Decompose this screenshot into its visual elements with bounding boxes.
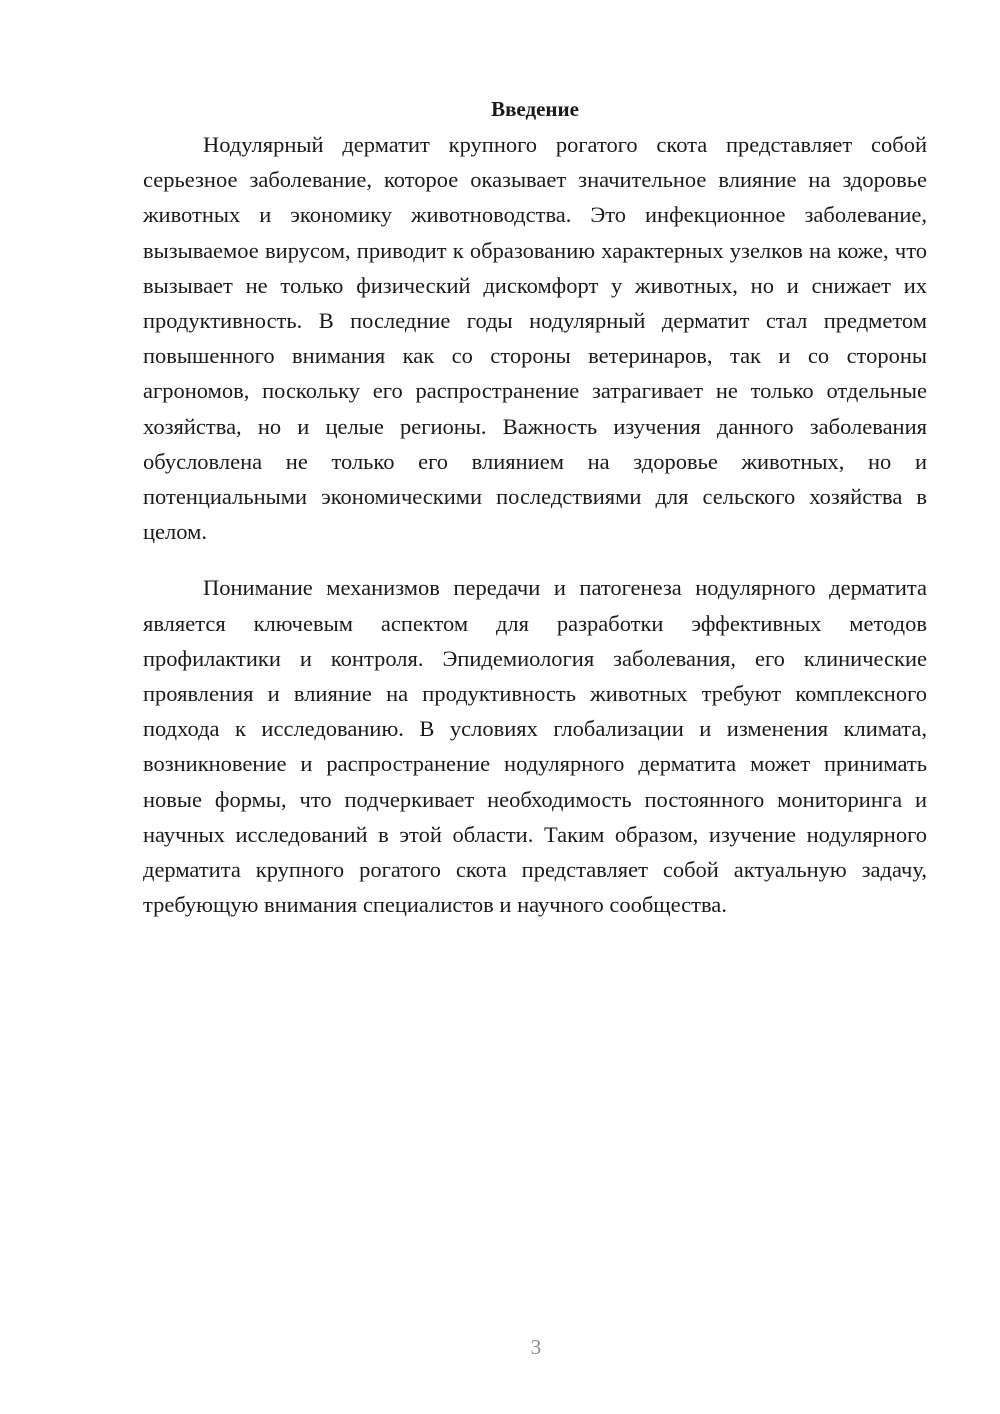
section-heading: Введение xyxy=(491,97,579,121)
paragraph-2: Понимание механизмов передачи и патогенеза нодулярного дерматита является ключевым аспектом для разработки эффективных методов профилактики и контроля. Эпидемиология заболевания, его клинические проявления и влияние на продуктивность животных требуют комплексного подхода к исследованию. В условиях глобализации и изменения климата, возникновение и распространение нодулярного дерматита может принимать новые формы, что подчеркивает необходимость постоянного мониторинга и научных исследований в этой области. Таким образом, изучение нодулярного дерматита крупного рогатого скота представляет собой актуальную задачу, требующую внимания специалистов и научного сообщества. xyxy=(143,575,927,918)
page-number: 3 xyxy=(530,1335,542,1359)
paragraph-1: Нодулярный дерматит крупного рогатого скота представляет собой серьезное заболевание, которое оказывает значительное влияние на здоровье животных и экономику животноводства. Это инфекционное заболевание, вызываемое вирусом, приводит к образованию характерных узелков на коже, что вызывает не только физический дискомфорт у животных, но и снижает их продуктивность. В последние годы нодулярный дерматит стал предметом повышенного внимания как со стороны ветеринаров, так и со стороны агрономов, поскольку его распространение затрагивает не только отдельные хозяйства, но и целые регионы. Важность изучения данного заболевания обусловлена не только его влиянием на здоровье животных, но и потенциальными экономическими последствиями для сельского хозяйства в целом. xyxy=(143,132,927,545)
page-content xyxy=(143,92,927,922)
